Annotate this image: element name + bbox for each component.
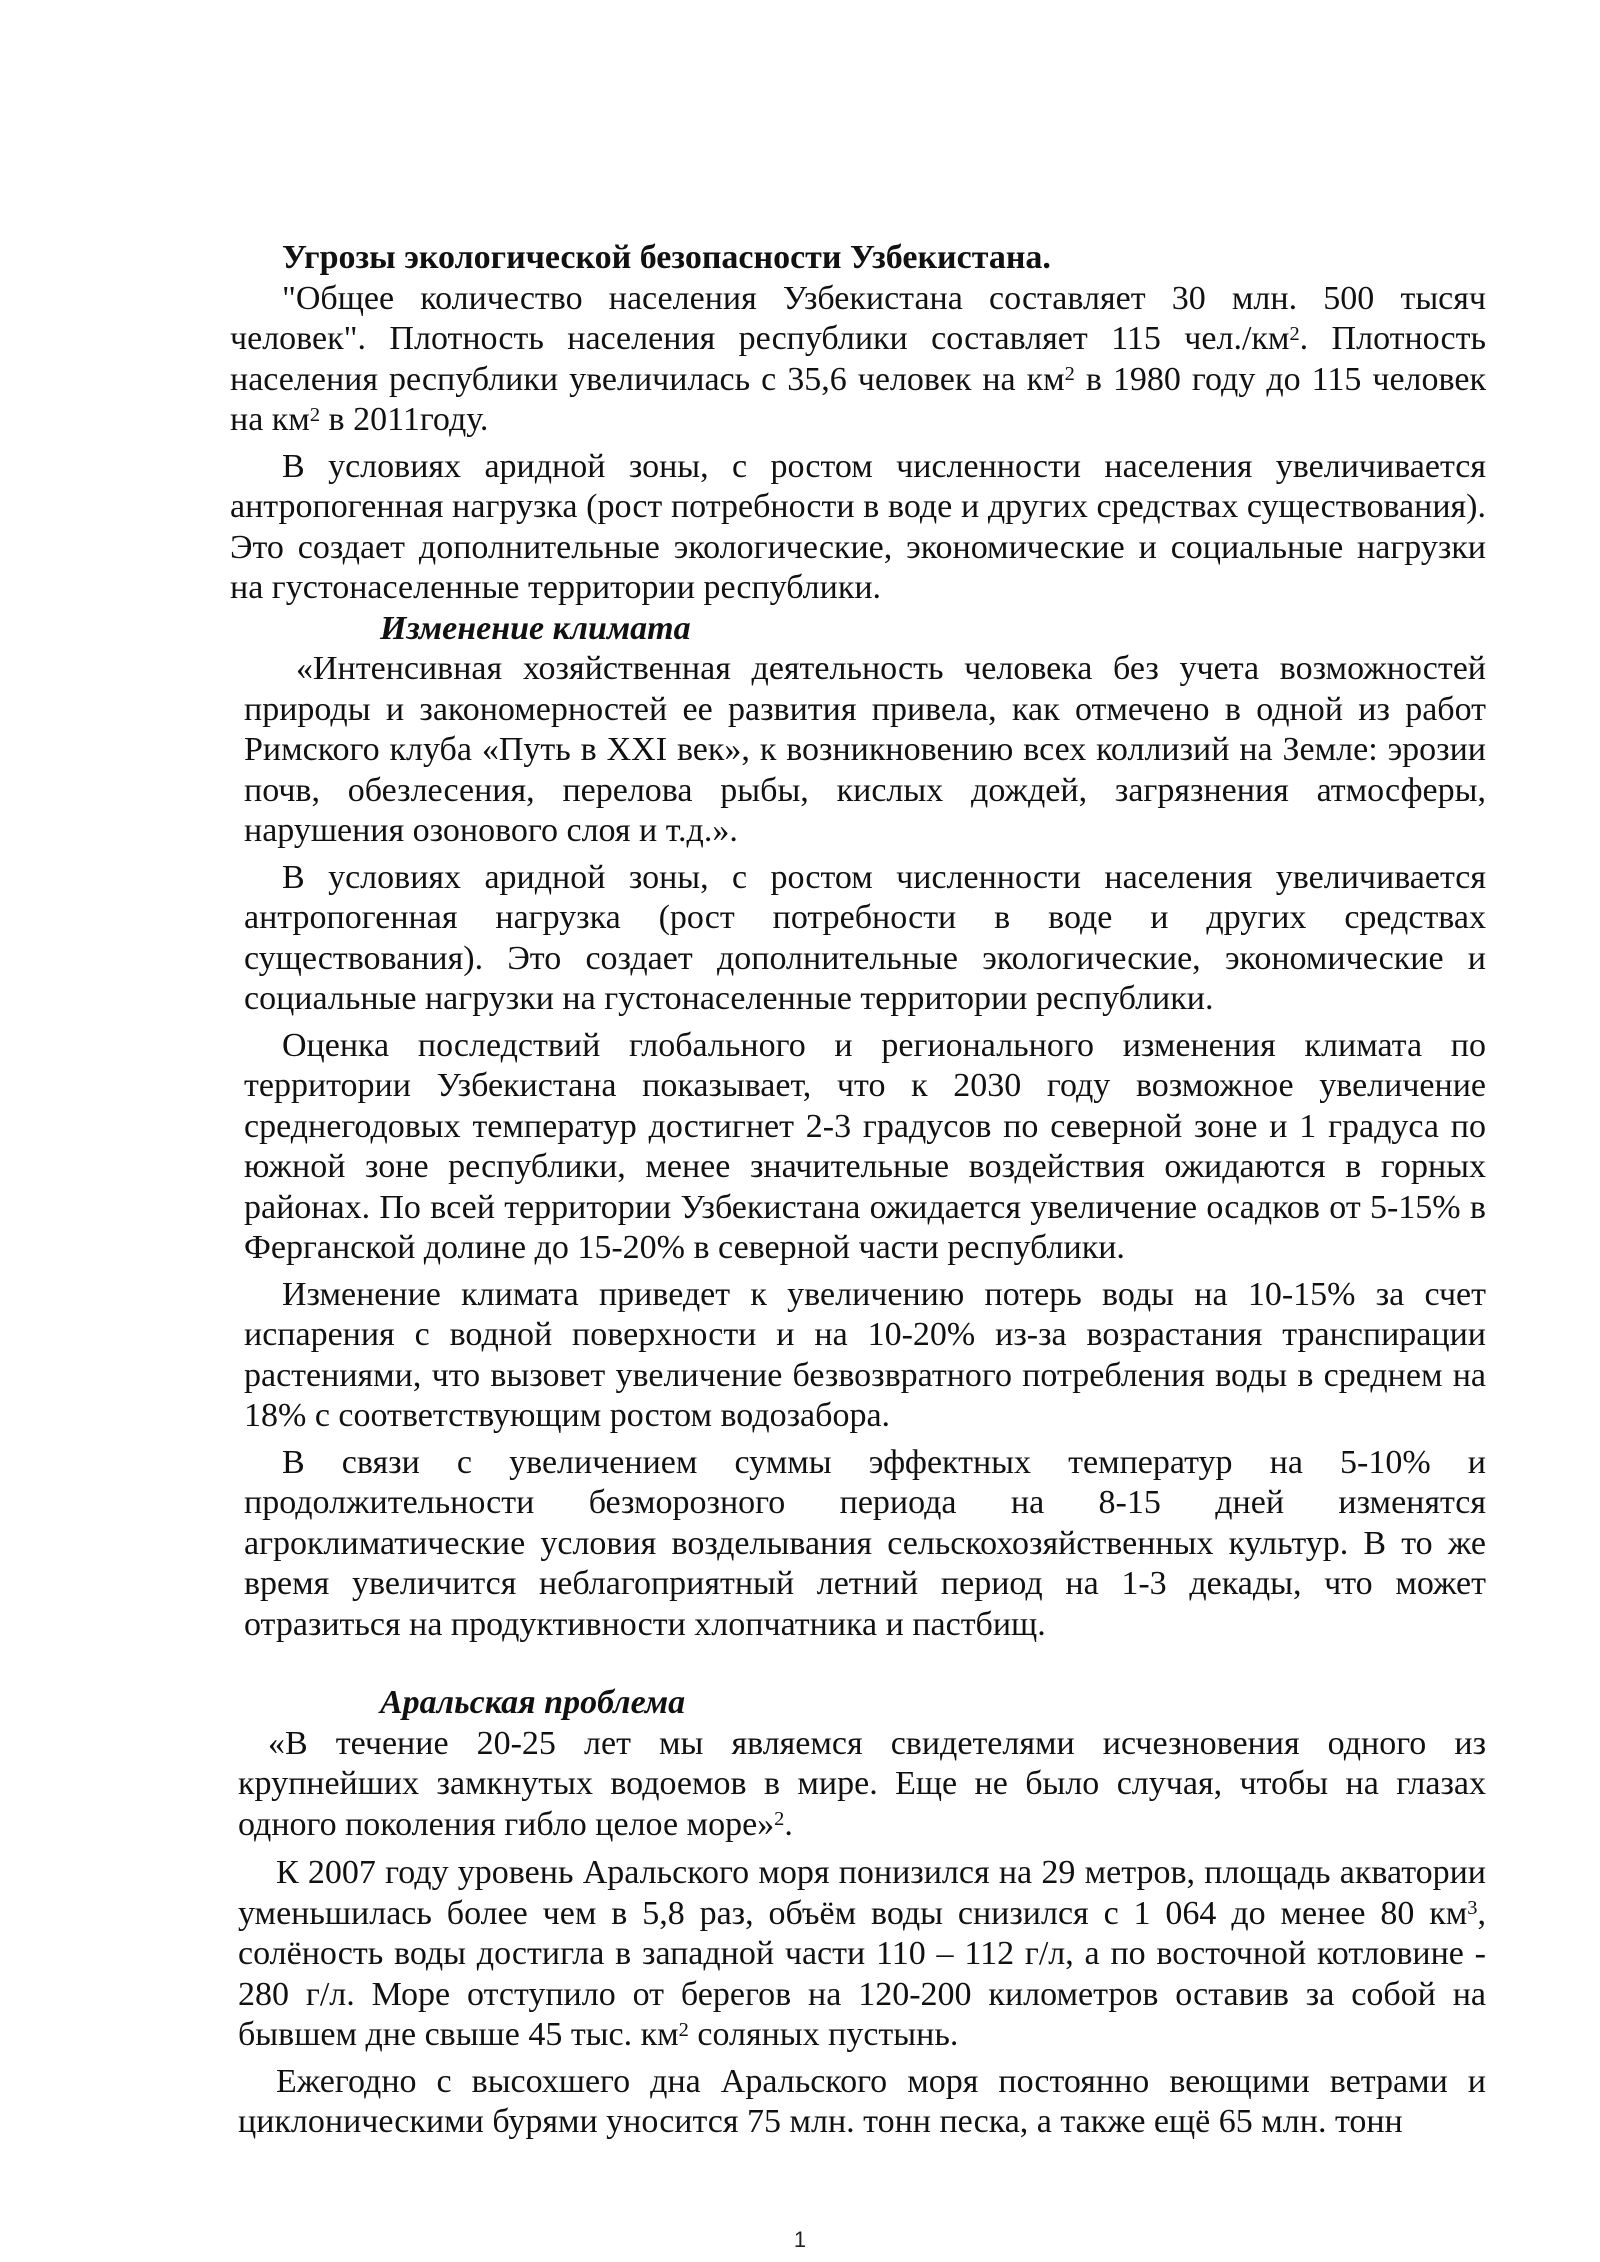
aral-level-text-3: соляных пустынь. <box>688 2016 959 2053</box>
aral-level-text-2: , солёность воды достигла в западной части 110 – 112 г/л, а по восточной котловине - 280 г/л. Море отступило от берегов на 120-200 километров оставив за собой на бывшем дне свыше 45 тыс. км <box>238 1894 1486 2053</box>
aral-section <box>238 1724 1486 2143</box>
population-text-1: "Общее количество населения Узбекистана составляет 30 млн. 500 тысяч человек". Плотность населения республики составляет 115 чел./км <box>230 279 1486 357</box>
climate-change-heading: Изменение климата <box>380 609 691 647</box>
population-text-2: . Плотность населения республики увеличилась с 35,6 человек на км <box>230 320 1486 398</box>
population-text-4: в 2011году. <box>320 401 489 438</box>
footnote-reference: 2 <box>774 1808 785 1831</box>
rome-club-quote: «Интенсивная хозяйственная деятельность человека без учета возможностей природы и закономерностей ее развития привела, как отмечено в одной из работ Римского клуба «Путь в XXI век», к возникновению всех коллизий на Земле: эрозии почв, обезлесения, перелова рыбы, кислых дождей, загрязнения атмосферы, нарушения озонового слоя и т.д.». <box>244 650 1486 849</box>
superscript-3: 3 <box>1467 1897 1478 1920</box>
aral-quote-end: . <box>784 1805 793 1843</box>
document-title: Угрозы экологической безопасности Узбекистана. <box>282 239 1051 276</box>
arid-zone-paragraph: В условиях аридной зоны, с ростом численности населения увеличивается антропогенная нагрузка (рост потребности в воде и других средствах существования). Это создает дополнительные экологические, экономические и социальные нагрузки на густонаселенные территории республики. <box>230 447 1486 606</box>
agroclimate-paragraph: В связи с увеличением суммы эффектных температур на 5-10% и продолжительности безморозного периода на 8-15 дней изменятся агроклиматические условия возделывания сельскохозяйственных культур. В то же время увеличится неблагоприятный летний период на 1-3 декады, что может отразиться на продуктивности хлопчатника и пастбищ. <box>244 1443 1486 1643</box>
climate-arid-paragraph: В условиях аридной зоны, с ростом численности населения увеличивается антропогенная нагрузка (рост потребности в воде и других средствах существования). Это создает дополнительные экологические, экономические и социальные нагрузки на густонаселенные территории республики. <box>244 858 1486 1017</box>
aral-quote-text: «В течение 20-25 лет мы являемся свидетелями исчезновения одного из крупнейших замкнутых водоемов в мире. Еще не было случая, чтобы на глазах одного поколения гибло целое море» <box>238 1724 1486 1843</box>
climate-assessment-paragraph: Оценка последствий глобального и регионального изменения климата по территории Узбекистана показывает, что к 2030 году возможное увеличение среднегодовых температур достигнет 2-3 градусов по северной зоне и 1 градуса по южной зоне республики, менее значительные воздействия ожидаются в горных районах. По всей территории Узбекистана ожидается увеличение осадков от 5-15% в Ферганской долине до 15-20% в северной части республики. <box>244 1026 1486 1266</box>
aral-dust-paragraph: Ежегодно с высохшего дна Аральского моря постоянно веющими ветрами и циклоническими бурями уносится 75 млн. тонн песка, а также ещё 65 млн. тонн <box>238 2062 1486 2140</box>
superscript-2: 2 <box>678 2018 689 2041</box>
population-paragraph <box>230 279 1486 441</box>
aral-quote <box>238 1724 1486 1846</box>
climate-section <box>244 649 1486 1645</box>
water-loss-paragraph: Изменение климата приведет к увеличению потерь воды на 10-15% за счет испарения с водной поверхности и на 10-20% из-за возрастания транспирации растениями, что вызовет увеличение безвозвратного потребления воды в среднем на 18% с соответствующим ростом водозабора. <box>244 1275 1486 1434</box>
aral-level-paragraph <box>238 1853 1486 2056</box>
superscript-2: 2 <box>309 403 321 426</box>
superscript-2: 2 <box>1289 322 1300 345</box>
superscript-2: 2 <box>1064 363 1075 386</box>
aral-level-text-1: К 2007 году уровень Аральского моря понизился на 29 метров, площадь акватории уменьшилась более чем в 5,8 раз, объём воды снизился с 1 064 до менее 80 км <box>238 1854 1486 1932</box>
page-number: 1 <box>793 2227 807 2252</box>
population-text-3: в 1980 году до 115 человек на км <box>230 360 1486 438</box>
aral-problem-heading: Аральская проблема <box>380 1684 686 1721</box>
document-body <box>230 238 1486 2143</box>
